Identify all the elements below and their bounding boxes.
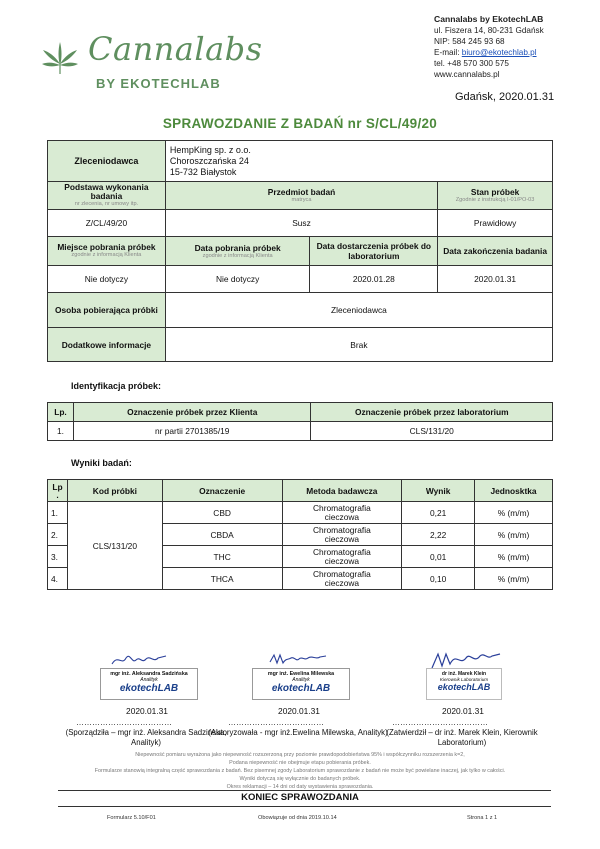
client-address: [165, 141, 552, 182]
result-value: 2,22: [402, 524, 475, 546]
result-method: Chromatografia cieczowa: [282, 546, 402, 568]
signature-3-date: 2020.01.31: [442, 706, 484, 716]
signature-3-caption: (Zatwierdził – dr inż. Marek Klein, Kierownik Laboratorium): [386, 728, 538, 747]
stamp-3-logo: ekotechLAB: [437, 682, 491, 692]
additional-info-label: Dodatkowe informacje: [48, 328, 166, 362]
result-value: 0,21: [402, 502, 475, 524]
stamp-1-logo: ekotechLAB: [119, 683, 179, 694]
ident-row-lp: 1.: [48, 422, 74, 441]
logo-subtitle: BY EKOTECHLAB: [96, 76, 221, 91]
additional-info-value: Brak: [165, 328, 552, 362]
result-method: Chromatografia cieczowa: [282, 524, 402, 546]
note-sampling: Podana niepewność nie obejmuje etapu pobierania próbek.: [229, 760, 371, 766]
result-unit: % (m/m): [475, 524, 553, 546]
state-value: Prawidłowy: [438, 210, 553, 237]
signature-2-stamp: [252, 668, 350, 700]
result-method: Chromatografia cieczowa: [282, 502, 402, 524]
email-link[interactable]: biuro@ekotechlab.pl: [461, 48, 537, 57]
signature-2-date: 2020.01.31: [278, 706, 320, 716]
result-method: Chromatografia cieczowa: [282, 568, 402, 590]
stamp-1-role: Analityk: [140, 677, 158, 683]
sampling-place-sublabel: zgodnie z informacją Klienta: [71, 252, 142, 258]
company-nip: NIP: 584 245 93 68: [434, 37, 505, 46]
ident-row-lab: CLS/131/20: [311, 422, 553, 441]
results-table: [47, 479, 553, 590]
signature-2-caption: (Autoryzowała - mgr inż.Ewelina Milewska, Analityk): [208, 728, 388, 737]
results-col-code: Kod próbki: [67, 480, 162, 502]
result-sample-code: CLS/131/20: [67, 502, 162, 590]
sample-identification-heading: Identyfikacja próbek:: [71, 381, 162, 391]
signature-1-handwriting-icon: [110, 652, 170, 668]
ident-col-lab: Oznaczenie próbek przez laboratorium: [311, 403, 553, 422]
report-notes: [0, 751, 600, 791]
sampling-place-value: Nie dotyczy: [48, 266, 166, 293]
end-divider-bottom: [58, 806, 551, 807]
delivery-date-label: Data dostarczenia próbek do laboratorium: [310, 237, 438, 266]
completion-date-value: 2020.01.31: [438, 266, 553, 293]
note-results-scope: Wyniki dotyczą się wyłącznie do badanych próbek.: [239, 776, 361, 782]
basis-value: Z/CL/49/20: [48, 210, 166, 237]
company-email-line: [434, 47, 544, 58]
result-value: 0,01: [402, 546, 475, 568]
result-unit: % (m/m): [475, 546, 553, 568]
company-phone: tel. +48 570 300 575: [434, 59, 509, 68]
result-lp: 1.: [48, 502, 68, 524]
results-col-lp: Lp .: [48, 480, 68, 502]
delivery-date-value: 2020.01.28: [310, 266, 438, 293]
result-lp: 2.: [48, 524, 68, 546]
client-city: 15-732 Białystok: [169, 166, 237, 177]
place-date: Gdańsk, 2020.01.31: [455, 91, 555, 103]
subject-label: Przedmiot badań: [267, 187, 336, 197]
state-sublabel: Zgodnie z instrukcją I-01/PO-03: [455, 197, 535, 203]
email-label: E-mail:: [434, 48, 460, 57]
note-uncertainty: Niepewność pomiaru wyrażona jako niepewność rozszerzoną przy poziomie prawdopodobieństwa 95% i współczynniku rozszerzenia k=2,: [135, 752, 465, 758]
result-lp: 4.: [48, 568, 68, 590]
completion-date-label: Data zakończenia badania: [438, 237, 553, 266]
table-row: [48, 422, 553, 441]
signature-2-handwriting-icon: [268, 652, 328, 668]
footer-page: Strona 1 z 1: [467, 815, 498, 821]
subject-sublabel: matryca: [291, 197, 312, 203]
report-title: SPRAWOZDANIE Z BADAŃ nr S/CL/49/20: [162, 116, 438, 131]
subject-value: Susz: [165, 210, 437, 237]
state-label-cell: [438, 182, 553, 210]
note-copying: Formularze stanowią integralną część sprawozdania z badań. Bez pisemnej zgody Laboratorium sprawozdanie z badań nie może być powielane inaczej, jak tylko w całości.: [94, 768, 506, 774]
logo-wordmark: Cannalabs: [88, 30, 263, 68]
ident-col-client: Oznaczenie próbek przez Klienta: [73, 403, 311, 422]
sampling-place-label: Miejsce pobrania próbek: [57, 242, 156, 252]
sampling-date-sublabel: zgodnie z informacją Klienta: [202, 252, 273, 259]
results-col-result: Wynik: [402, 480, 475, 502]
stamp-2-role: Analityk: [292, 677, 310, 683]
sampler-label: Osoba pobierająca próbki: [48, 293, 166, 328]
results-col-method: Metoda badawcza: [282, 480, 402, 502]
client-street: Choroszczańska 24: [169, 155, 249, 166]
basis-label-cell: [48, 182, 166, 210]
stamp-1-name: mgr inż. Aleksandra Sadzińska: [110, 671, 188, 677]
result-analyte: THCA: [162, 568, 282, 590]
report-end: KONIEC SPRAWOZDANIA: [241, 792, 359, 803]
state-label: Stan próbek: [470, 187, 520, 197]
result-unit: % (m/m): [475, 502, 553, 524]
company-address: ul. Fiszera 14, 80-231 Gdańsk: [434, 26, 544, 35]
stamp-3-role: Kierownik Laboratorium: [439, 677, 489, 682]
cannabis-leaf-logo-icon: [40, 38, 80, 78]
note-complaints: Okres reklamacji – 14 dni od daty wystawienia sprawozdania.: [226, 784, 374, 790]
ident-col-lp: Lp.: [48, 403, 74, 422]
results-col-analyte: Oznaczenie: [162, 480, 282, 502]
sampling-date-label: Data pobrania próbek: [194, 242, 281, 253]
stamp-2-name: mgr inż. Ewelina Milewska: [267, 671, 335, 677]
results-heading: Wyniki badań:: [71, 458, 132, 468]
signature-3-line: ………………………………: [392, 718, 488, 727]
ident-row-client: nr partii 2701385/19: [73, 422, 311, 441]
signature-1-date: 2020.01.31: [126, 706, 168, 716]
result-lp: 3.: [48, 546, 68, 568]
results-col-unit: Jednosktka: [475, 480, 553, 502]
footer-valid-from: Obowiązuje od dnia 2019.10.14: [258, 815, 337, 821]
client-label: Zleceniodawca: [48, 141, 166, 182]
result-analyte: THC: [162, 546, 282, 568]
result-unit: % (m/m): [475, 568, 553, 590]
table-row: [48, 502, 553, 524]
client-name: HempKing sp. z o.o.: [169, 144, 251, 155]
report-info-table: [47, 140, 553, 362]
signature-1-line: ………………………………: [76, 718, 172, 727]
end-divider-top: [58, 790, 551, 791]
sampling-date-value: Nie dotyczy: [165, 266, 310, 293]
signature-3-stamp: [426, 668, 502, 700]
result-analyte: CBDA: [162, 524, 282, 546]
stamp-3-name: dr inż. Marek Klein: [441, 671, 487, 677]
sampling-date-label-cell: [165, 237, 310, 266]
sampler-value: Zleceniodawca: [165, 293, 552, 328]
signature-1-stamp: [100, 668, 198, 700]
sample-identification-table: [47, 402, 553, 441]
stamp-2-logo: ekotechLAB: [271, 683, 331, 694]
result-analyte: CBD: [162, 502, 282, 524]
company-name: Cannalabs by EkotechLAB: [434, 14, 544, 24]
subject-label-cell: [165, 182, 437, 210]
company-address-block: [434, 14, 544, 80]
basis-label: Podstawa wykonania badania: [64, 182, 149, 201]
footer-form-number: Formularz 5.10/F01: [107, 815, 156, 821]
company-website: www.cannalabs.pl: [434, 70, 500, 79]
basis-sublabel: nr zlecenia, nr umowy itp.: [74, 201, 139, 207]
signature-1-caption: (Sporządziła – mgr inż. Aleksandra Sadzińska, Analityk): [65, 728, 227, 747]
sampling-place-label-cell: [48, 237, 166, 266]
signature-2-line: ………………………………: [228, 718, 324, 727]
result-value: 0,10: [402, 568, 475, 590]
